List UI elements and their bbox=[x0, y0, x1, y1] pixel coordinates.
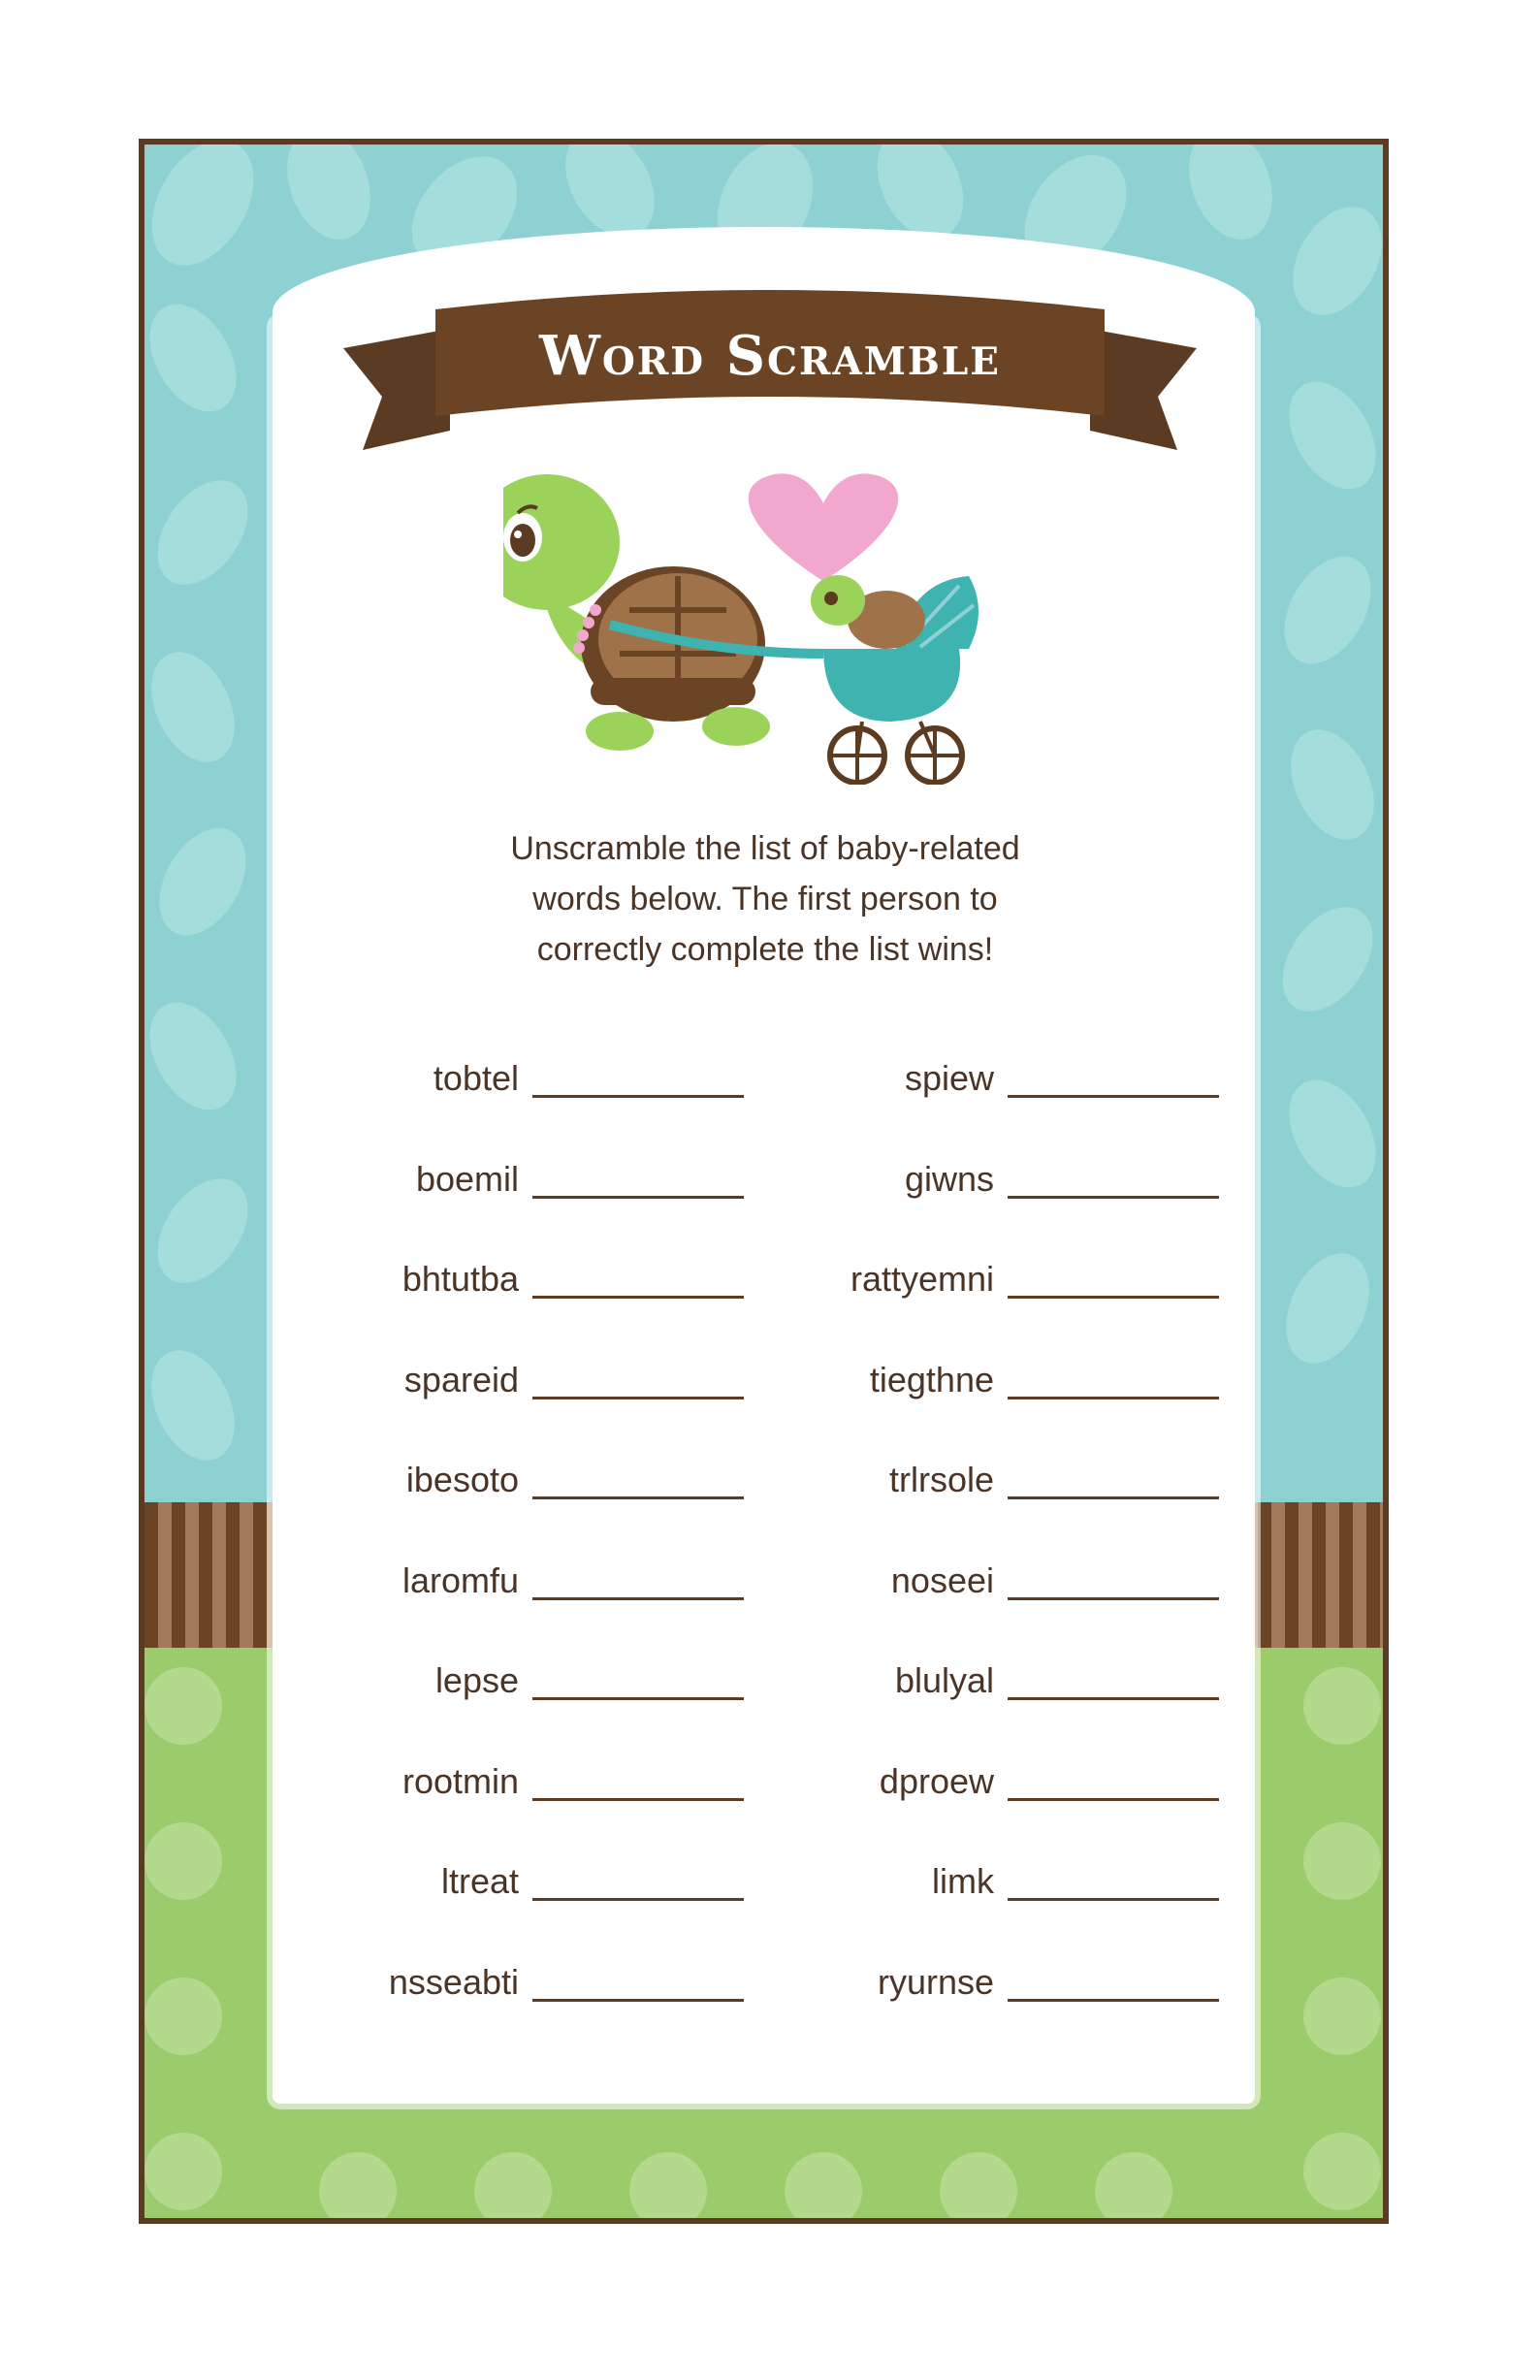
scrambled-word: trlrsole bbox=[888, 1460, 994, 1499]
answer-line[interactable] bbox=[532, 1458, 744, 1499]
instruction-line: correctly complete the list wins! bbox=[536, 931, 994, 968]
answer-line[interactable] bbox=[532, 1859, 744, 1901]
mother-turtle-icon bbox=[503, 474, 770, 751]
right-word-column bbox=[775, 1056, 1260, 2060]
scrambled-word: ryurnse bbox=[877, 1961, 994, 2002]
word-row bbox=[300, 1458, 785, 1559]
scrambled-word: lepse bbox=[434, 1660, 519, 1700]
scrambled-word: dproew bbox=[879, 1760, 994, 1801]
scrambled-word: laromfu bbox=[401, 1560, 519, 1600]
answer-line[interactable] bbox=[1008, 1859, 1219, 1901]
scrambled-word: boemil bbox=[415, 1158, 519, 1199]
title-banner bbox=[343, 280, 1197, 474]
word-row bbox=[300, 1658, 785, 1759]
answer-line[interactable] bbox=[532, 1257, 744, 1299]
scrambled-word: tobtel bbox=[433, 1058, 519, 1098]
answer-line[interactable] bbox=[532, 1157, 744, 1199]
page-title: Word Scramble bbox=[538, 324, 1002, 388]
instruction-line: words below. The first person to bbox=[532, 881, 998, 917]
answer-line[interactable] bbox=[1008, 1960, 1219, 2002]
scrambled-word: noseei bbox=[890, 1560, 994, 1600]
answer-line[interactable] bbox=[532, 1056, 744, 1098]
answer-line[interactable] bbox=[1008, 1458, 1219, 1499]
scrambled-word: tiegthne bbox=[869, 1359, 994, 1399]
word-row bbox=[775, 1759, 1260, 1860]
baby-turtle-icon bbox=[811, 575, 925, 649]
word-row bbox=[775, 1559, 1260, 1659]
answer-line[interactable] bbox=[532, 1559, 744, 1600]
word-row bbox=[300, 1157, 785, 1258]
scrambled-word: blulyal bbox=[894, 1660, 994, 1700]
answer-line[interactable] bbox=[1008, 1056, 1219, 1098]
answer-line[interactable] bbox=[532, 1759, 744, 1801]
scrambled-word: rootmin bbox=[401, 1760, 519, 1801]
instruction-line: Unscramble the list of baby-related bbox=[510, 830, 1020, 867]
scrambled-word: limk bbox=[932, 1861, 994, 1901]
scrambled-word: spiew bbox=[904, 1058, 994, 1098]
scrambled-word: spareid bbox=[403, 1359, 519, 1399]
left-word-column bbox=[300, 1056, 785, 2060]
word-row bbox=[300, 1358, 785, 1459]
scrambled-word: giwns bbox=[904, 1158, 994, 1199]
answer-line[interactable] bbox=[532, 1658, 744, 1700]
turtle-illustration bbox=[503, 465, 1046, 785]
word-row bbox=[300, 1559, 785, 1659]
answer-line[interactable] bbox=[1008, 1559, 1219, 1600]
answer-line[interactable] bbox=[532, 1358, 744, 1399]
answer-line[interactable] bbox=[1008, 1358, 1219, 1399]
word-row bbox=[775, 1257, 1260, 1358]
answer-line[interactable] bbox=[1008, 1658, 1219, 1700]
word-row bbox=[300, 1859, 785, 1960]
instructions-text bbox=[435, 823, 1095, 975]
word-row bbox=[775, 1859, 1260, 1960]
word-row bbox=[775, 1056, 1260, 1157]
word-row bbox=[300, 1056, 785, 1157]
heart-icon bbox=[749, 473, 899, 581]
word-row bbox=[775, 1458, 1260, 1559]
word-row bbox=[300, 1759, 785, 1860]
word-row bbox=[775, 1960, 1260, 2061]
answer-line[interactable] bbox=[532, 1960, 744, 2002]
word-row bbox=[775, 1658, 1260, 1759]
scrambled-word: rattyemni bbox=[850, 1259, 994, 1299]
scrambled-word: ibesoto bbox=[405, 1460, 519, 1499]
scrambled-word: nsseabti bbox=[388, 1961, 519, 2002]
answer-line[interactable] bbox=[1008, 1759, 1219, 1801]
scrambled-word: bhtutba bbox=[401, 1259, 519, 1299]
game-card bbox=[139, 139, 1389, 2224]
answer-line[interactable] bbox=[1008, 1157, 1219, 1199]
word-row bbox=[300, 1960, 785, 2061]
word-row bbox=[300, 1257, 785, 1358]
scrambled-word: ltreat bbox=[440, 1861, 519, 1901]
word-row bbox=[775, 1157, 1260, 1258]
answer-line[interactable] bbox=[1008, 1257, 1219, 1299]
word-row bbox=[775, 1358, 1260, 1459]
